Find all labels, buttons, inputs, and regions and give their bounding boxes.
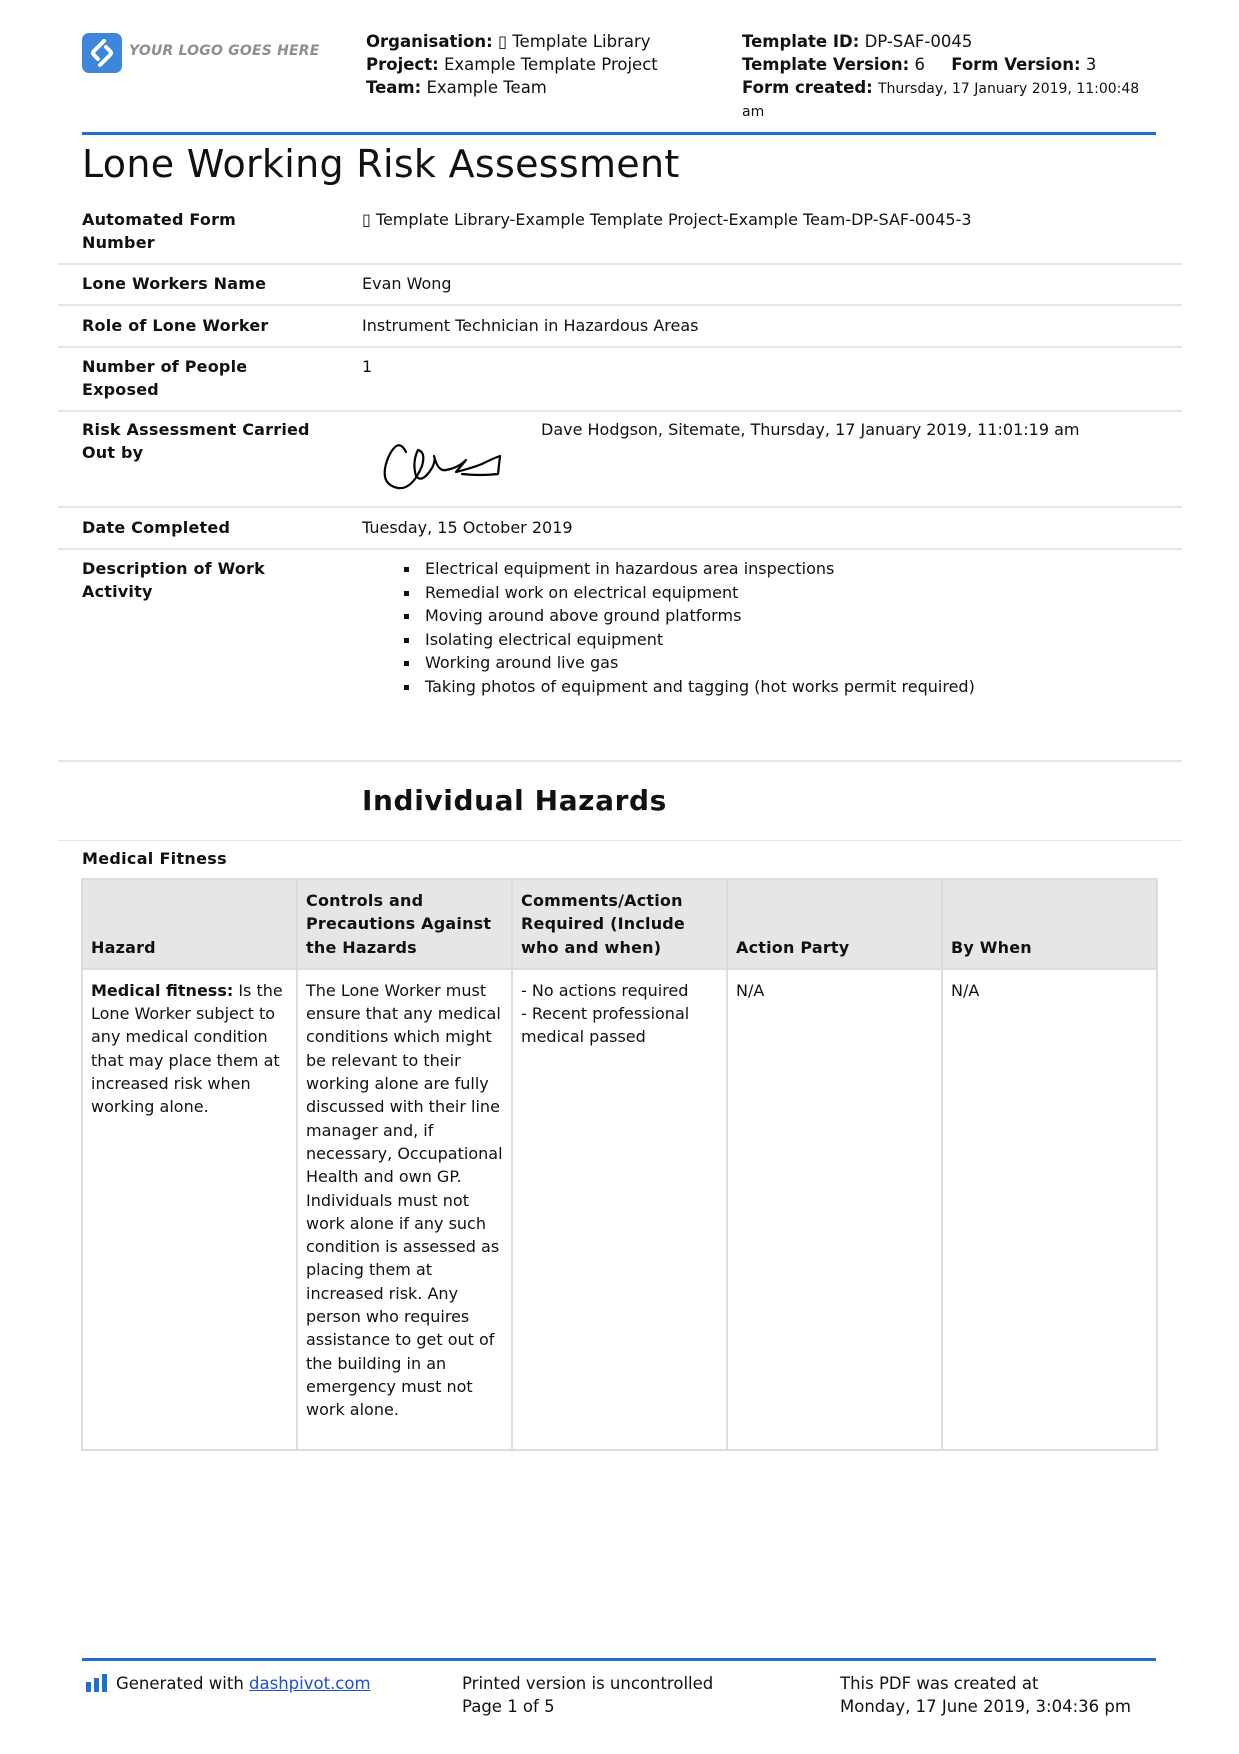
form-version-value: 3 (1085, 55, 1097, 74)
role-label: Role of Lone Worker (82, 316, 269, 335)
bar-chart-icon (86, 1674, 108, 1696)
section-title: Individual Hazards (362, 784, 667, 817)
comment-line: - Recent professional medical passed (521, 1004, 690, 1047)
role-value: Instrument Technician in Hazardous Areas (362, 316, 699, 335)
header-action-party: Action Party (727, 879, 942, 969)
form-number-value: ▯ Template Library-Example Template Project-Example Team-DP-SAF-0045-3 (362, 210, 972, 229)
cell-action-party: N/A (727, 969, 942, 1450)
description-label-line: Activity (82, 582, 153, 601)
organisation-label: Organisation: (366, 32, 493, 51)
template-version-value: 6 (914, 55, 925, 74)
project-label: Project: (366, 55, 439, 74)
header-comments: Comments/Action Required (Include who and when) (512, 879, 727, 969)
form-version-label: Form Version: (951, 55, 1081, 74)
hazard-description: Is the Lone Worker subject to any medical condition that may place them at increased risk when working alone. (91, 980, 283, 1117)
header-divider (82, 132, 1156, 135)
footer-right (840, 1672, 1131, 1718)
carried-out-label-line: Risk Assessment Carried (82, 420, 310, 439)
section-divider (58, 840, 1182, 841)
people-exposed-label (82, 355, 342, 401)
subsection-title: Medical Fitness (82, 849, 227, 868)
cell-comments (512, 969, 727, 1450)
description-label (82, 557, 342, 603)
date-completed-label: Date Completed (82, 518, 231, 537)
people-exposed-value: 1 (362, 357, 373, 376)
table-header-row (82, 879, 1157, 969)
form-created-value-cont: am (742, 104, 765, 120)
signature (376, 422, 516, 502)
hazard-table (81, 878, 1158, 1451)
dashpivot-link[interactable]: dashpivot.com (249, 1674, 371, 1693)
list-item: Isolating electrical equipment (362, 628, 1122, 652)
list-item: Electrical equipment in hazardous area inspections (362, 557, 1122, 581)
cell-hazard (82, 969, 297, 1450)
footer-center (462, 1672, 713, 1718)
hazard-title: Medical fitness: (91, 980, 234, 1000)
form-number-label (82, 208, 342, 254)
template-version-label: Template Version: (742, 55, 910, 74)
header-template-block (742, 30, 1139, 124)
project-value: Example Template Project (443, 55, 658, 74)
pdf-created-value: Monday, 17 June 2019, 3:04:36 pm (840, 1697, 1131, 1716)
list-item: Remedial work on electrical equipment (362, 581, 1122, 605)
carried-out-value: Dave Hodgson, Sitemate, Thursday, 17 January 2019, 11:01:19 am (541, 420, 1080, 439)
team-label: Team: (366, 78, 422, 97)
activity-list (362, 557, 1122, 698)
row-divider (58, 410, 1182, 412)
header-hazard: Hazard (82, 879, 297, 969)
page-number: Page 1 of 5 (462, 1697, 555, 1716)
row-divider (58, 548, 1182, 550)
template-id-label: Template ID: (742, 32, 860, 51)
list-item: Working around live gas (362, 651, 1122, 675)
generated-prefix: Generated with (116, 1674, 250, 1693)
description-label-line: Description of Work (82, 559, 265, 578)
uncontrolled-note: Printed version is uncontrolled (462, 1674, 714, 1693)
row-divider (58, 760, 1182, 762)
people-exposed-label-line: Exposed (82, 380, 159, 399)
list-item: Taking photos of equipment and tagging (hot works permit required) (362, 675, 1122, 699)
list-item: Moving around above ground platforms (362, 604, 1122, 628)
form-created-value: Thursday, 17 January 2019, 11:00:48 (878, 81, 1140, 97)
header-controls: Controls and Precautions Against the Hazards (297, 879, 512, 969)
footer-divider (82, 1658, 1156, 1661)
people-exposed-label-line: Number of People (82, 357, 248, 376)
form-number-label-line: Automated Form (82, 210, 237, 229)
carried-out-label-line: Out by (82, 443, 144, 462)
header-by-when: By When (942, 879, 1157, 969)
template-id-value: DP-SAF-0045 (864, 32, 973, 51)
row-divider (58, 346, 1182, 348)
footer-generated (116, 1672, 371, 1695)
organisation-value: ▯ Template Library (497, 32, 651, 51)
carried-out-label (82, 418, 342, 464)
logo-text: YOUR LOGO GOES HERE (129, 43, 320, 59)
cell-controls: The Lone Worker must ensure that any medical conditions which might be relevant to their working alone are fully discussed with their line manager and, if necessary, Occupational Health and own GP. Individuals must not work alone if any such condition is assessed as placing them at increased risk. Any person who requires assistance to get out of the building in an emergency must not work alone. (297, 969, 512, 1450)
team-value: Example Team (426, 78, 547, 97)
logo-icon (82, 33, 122, 73)
worker-name-value: Evan Wong (362, 274, 452, 293)
row-divider (58, 263, 1182, 265)
page-title: Lone Working Risk Assessment (82, 142, 680, 186)
cell-by-when: N/A (942, 969, 1157, 1450)
worker-name-label: Lone Workers Name (82, 274, 267, 293)
row-divider (58, 304, 1182, 306)
row-divider (58, 506, 1182, 508)
header-org-block (366, 30, 658, 99)
table-row (82, 969, 1157, 1450)
date-completed-value: Tuesday, 15 October 2019 (362, 518, 573, 537)
form-number-label-line: Number (82, 233, 155, 252)
comment-line: - No actions required (521, 980, 689, 1000)
form-created-label: Form created: (742, 78, 873, 97)
pdf-created-label: This PDF was created at (840, 1674, 1039, 1693)
